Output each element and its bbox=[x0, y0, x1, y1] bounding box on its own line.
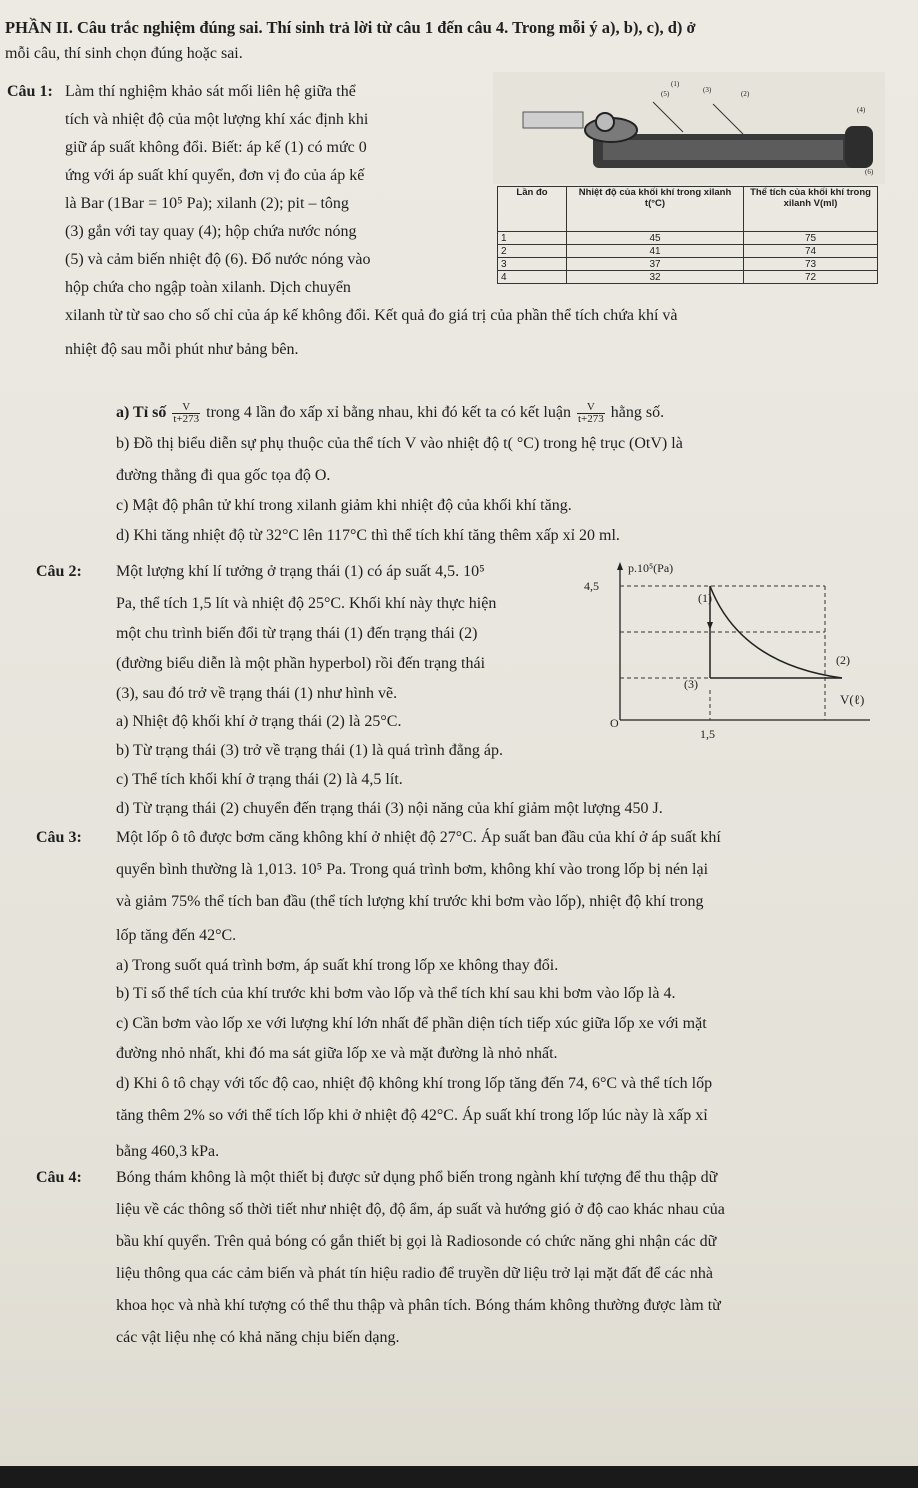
table-row bbox=[498, 271, 878, 284]
q2-line: (đường biểu diễn là một phần hyperbol) rồi đến trạng thái bbox=[116, 655, 486, 672]
q2-label: Câu 2: bbox=[36, 563, 82, 580]
q3-statement-d-cont: tăng thêm 2% so với thể tích lốp khi ở nhiệt độ 42°C. Áp suất khí trong lốp lúc này là xấp xỉ bbox=[116, 1107, 708, 1124]
q1-line: Làm thí nghiệm khảo sát mối liên hệ giữa thể bbox=[65, 83, 356, 100]
q1-statement-b: b) Đồ thị biểu diễn sự phụ thuộc của thể tích V vào nhiệt độ t( °C) trong hệ trục (OtV) là bbox=[116, 435, 683, 452]
q3-line: Một lốp ô tô được bơm căng không khí ở nhiệt độ 27°C. Áp suất ban đầu của khí ở áp suất khí bbox=[116, 829, 721, 846]
q1-line: tích và nhiệt độ của một lượng khí xác định khi bbox=[65, 111, 369, 128]
q3-line: quyển bình thường là 1,013. 10⁵ Pa. Trong quá trình bơm, không khí vào trong lốp bị nén lại bbox=[116, 861, 709, 878]
fraction-numerator: V bbox=[577, 402, 605, 414]
statement-text: hằng số. bbox=[610, 404, 665, 422]
ratio-fraction bbox=[577, 402, 605, 425]
table-cell: 41 bbox=[567, 245, 744, 258]
section-instruction: mỗi câu, thí sinh chọn đúng hoặc sai. bbox=[5, 45, 243, 62]
table-cell: 72 bbox=[744, 271, 878, 284]
state-label: (3) bbox=[684, 677, 698, 691]
section-header: PHẦN II. Câu trắc nghiệm đúng sai. Thí sinh trả lời từ câu 1 đến câu 4. Trong mỗi ý a), b), c), d) ở bbox=[5, 18, 696, 37]
q3-line: và giảm 75% thể tích ban đầu (thể tích lượng khí trước khi bơm vào lốp), nhiệt độ khí trong bbox=[116, 893, 704, 910]
q2-line: Một lượng khí lí tưởng ở trạng thái (1) có áp suất 4,5. 10⁵ bbox=[116, 563, 485, 580]
origin-label: O bbox=[610, 716, 619, 730]
q3-statement-c: c) Cần bơm vào lốp xe với lượng khí lớn nhất để phần diện tích tiếp xúc giữa lốp xe với mặt bbox=[116, 1015, 707, 1032]
q1-line: (3) gắn với tay quay (4); hộp chứa nước nóng bbox=[65, 223, 357, 240]
table-cell: 45 bbox=[567, 232, 744, 245]
q1-line: ứng với áp suất khí quyển, đơn vị đo của áp kế bbox=[65, 167, 365, 184]
q3-label: Câu 3: bbox=[36, 829, 82, 846]
q1-statement-b-cont: đường thẳng đi qua gốc tọa độ O. bbox=[116, 467, 331, 484]
q1-data-table bbox=[497, 186, 878, 284]
direction-arrow bbox=[707, 622, 713, 630]
table-cell: 2 bbox=[498, 245, 567, 258]
statement-text: trong 4 lần đo xấp xỉ bằng nhau, khi đó kết ta có kết luận bbox=[206, 404, 571, 422]
q1-statement-d: d) Khi tăng nhiệt độ từ 32°C lên 117°C thì thể tích khí tăng thêm xấp xỉ 20 ml. bbox=[116, 527, 620, 544]
q4-line: liệu về các thông số thời tiết như nhiệt độ, độ ẩm, áp suất và hướng gió ở độ cao khác nhau của bbox=[116, 1201, 725, 1218]
fig-label: (2) bbox=[741, 90, 750, 98]
fraction-numerator: V bbox=[172, 402, 200, 414]
page-shadow-edge bbox=[0, 1466, 918, 1488]
table-cell: 32 bbox=[567, 271, 744, 284]
y-tick-label: 4,5 bbox=[584, 579, 599, 593]
q3-statement-b: b) Tỉ số thể tích của khí trước khi bơm vào lốp và thể tích khí sau khi bơm vào lốp là 4. bbox=[116, 985, 676, 1002]
fig-label: (3) bbox=[703, 86, 712, 94]
state-label: (1) bbox=[698, 591, 712, 605]
q1-label: Câu 1: bbox=[7, 83, 53, 100]
q1-line: xilanh từ từ sao cho số chỉ của áp kế không đổi. Kết quả đo giá trị của phần thể tích chứa khí và bbox=[65, 307, 678, 324]
q2-statement-c: c) Thể tích khối khí ở trạng thái (2) là 4,5 lít. bbox=[116, 771, 403, 788]
q2-line: Pa, thể tích 1,5 lít và nhiệt độ 25°C. Khối khí này thực hiện bbox=[116, 595, 497, 612]
table-header-row bbox=[498, 187, 878, 232]
table-row bbox=[498, 258, 878, 271]
table-cell: 37 bbox=[567, 258, 744, 271]
q4-line: Bóng thám không là một thiết bị được sử dụng phổ biến trong ngành khí tượng để thu thập dữ bbox=[116, 1169, 718, 1186]
q1-line: hộp chứa cho ngập toàn xilanh. Dịch chuyển bbox=[65, 279, 351, 296]
table-cell: 1 bbox=[498, 232, 567, 245]
table-row bbox=[498, 232, 878, 245]
table-header: Nhiệt độ của khối khí trong xilanh t(°C) bbox=[567, 187, 744, 232]
q3-line: lốp tăng đến 42°C. bbox=[116, 927, 237, 944]
pv-cycle-graph bbox=[580, 560, 880, 740]
q1-line: nhiệt độ sau mỗi phút như bảng bên. bbox=[65, 341, 299, 358]
ratio-fraction bbox=[172, 402, 200, 425]
x-axis-label: V(ℓ) bbox=[840, 692, 865, 707]
table-header: Thể tích của khối khí trong xilanh V(ml) bbox=[744, 187, 878, 232]
q4-line: các vật liệu nhẹ có khả năng chịu biến dạng. bbox=[116, 1329, 400, 1346]
experiment-apparatus-figure bbox=[493, 72, 885, 184]
fraction-denominator: t+273 bbox=[173, 413, 200, 425]
q1-line: (5) và cảm biến nhiệt độ (6). Đổ nước nóng vào bbox=[65, 251, 371, 268]
fig-label: (5) bbox=[661, 90, 670, 98]
q2-statement-d: d) Từ trạng thái (2) chuyển đến trạng thái (3) nội năng của khí giảm một lượng 450 J. bbox=[116, 800, 663, 817]
q1-line: là Bar (1Bar = 10⁵ Pa); xilanh (2); pit – tông bbox=[65, 195, 349, 212]
q3-statement-d: d) Khi ô tô chạy với tốc độ cao, nhiệt độ không khí trong lốp tăng đến 74, 6°C và thể tích lốp bbox=[116, 1075, 713, 1092]
q2-statement-b: b) Từ trạng thái (3) trở về trạng thái (1) là quá trình đẳng áp. bbox=[116, 742, 503, 759]
q4-line: bầu khí quyển. Trên quả bóng có gắn thiết bị gọi là Radiosonde có chức năng ghi nhận các dữ bbox=[116, 1233, 717, 1250]
state-label: (2) bbox=[836, 653, 850, 667]
q1-statement-c: c) Mật độ phân tử khí trong xilanh giảm khi nhiệt độ của khối khí tăng. bbox=[116, 497, 572, 514]
q2-line: một chu trình biến đổi từ trạng thái (1) đến trạng thái (2) bbox=[116, 625, 478, 642]
table-header: Lần đo bbox=[498, 187, 567, 232]
table-cell: 3 bbox=[498, 258, 567, 271]
q3-statement-c-cont: đường nhỏ nhất, khi đó ma sát giữa lốp xe và mặt đường là nhỏ nhất. bbox=[116, 1045, 558, 1062]
fig-label: (1) bbox=[671, 80, 680, 88]
x-tick-label: 1,5 bbox=[700, 727, 715, 740]
table-cell: 4 bbox=[498, 271, 567, 284]
y-axis-label: p.10⁵(Pa) bbox=[628, 561, 674, 575]
q1-statement-a bbox=[116, 402, 664, 425]
table-cell: 73 bbox=[744, 258, 878, 271]
q4-label: Câu 4: bbox=[36, 1169, 82, 1186]
fig-label: (6) bbox=[865, 168, 874, 176]
q2-line: (3), sau đó trở về trạng thái (1) như hình vẽ. bbox=[116, 685, 398, 702]
table-row bbox=[498, 245, 878, 258]
fraction-denominator: t+273 bbox=[577, 413, 604, 425]
q1-line: giữ áp suất không đổi. Biết: áp kế (1) có mức 0 bbox=[65, 139, 367, 156]
q2-statement-a: a) Nhiệt độ khối khí ở trạng thái (2) là 25°C. bbox=[116, 713, 402, 730]
statement-text: a) Tỉ số bbox=[116, 404, 167, 422]
q4-line: liệu thông qua các cảm biến và phát tín hiệu radio để truyền dữ liệu trở lại mặt đất để các nhà bbox=[116, 1265, 713, 1282]
q3-statement-a: a) Trong suốt quá trình bơm, áp suất khí trong lốp xe không thay đổi. bbox=[116, 957, 559, 974]
q4-line: khoa học và nhà khí tượng có thể thu thập và phân tích. Bóng thám không thường được làm từ bbox=[116, 1297, 721, 1314]
fig-label: (4) bbox=[857, 106, 866, 114]
table-cell: 75 bbox=[744, 232, 878, 245]
y-axis-arrow bbox=[617, 562, 623, 570]
q3-statement-d-cont: bằng 460,3 kPa. bbox=[116, 1143, 220, 1160]
table-cell: 74 bbox=[744, 245, 878, 258]
